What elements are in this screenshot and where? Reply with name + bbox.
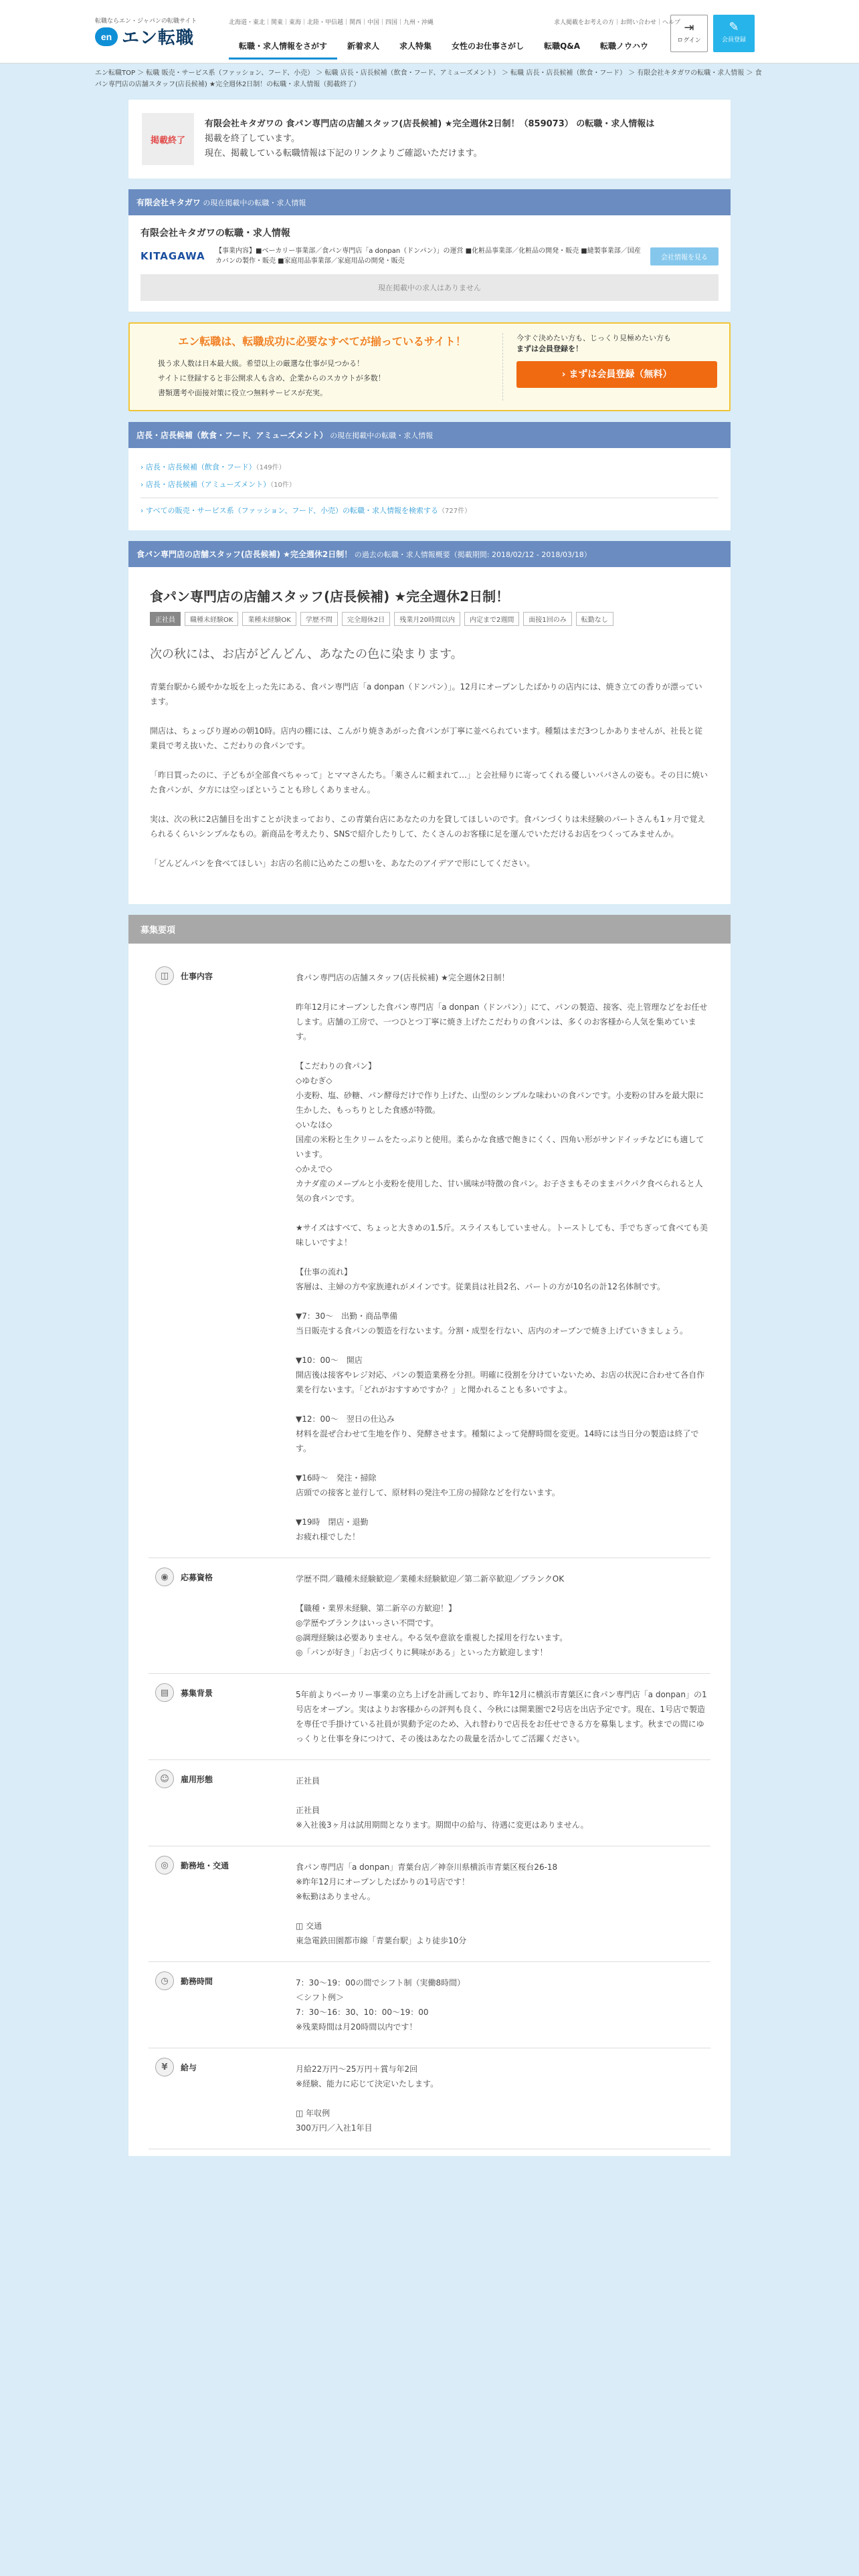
row-label: 募集背景 [181,1689,213,1698]
requirement-row [149,1558,710,1674]
register-free-button[interactable]: › まずは会員登録（無料） [516,361,717,388]
location-icon: ◎ [155,1856,174,1874]
tag: 内定まで2週間 [464,612,519,626]
row-value: 月給22万円〜25万円＋賞与年2回 ※経験、能力に応じて決定いたします。 ◫ 年収例 300万円／入社1年目 [296,2064,439,2133]
logo-text: エン転職 [122,28,195,48]
row-value: 7：30〜19：00の間でシフト制（実働8時間） ＜シフト例＞ 7：30〜16：30、10：00〜19：00 ※残業時間は月20時間以内です！ [296,1978,466,2032]
register-label: 会員登録 [721,37,746,43]
category-count: （10件） [270,481,296,489]
row-label: 仕事内容 [181,972,213,981]
company-info-button[interactable]: 会社情報を見る [650,247,719,265]
yen-icon: ¥ [155,2058,174,2076]
register-button[interactable] [713,15,755,52]
row-value: 学歴不問／職種未経験歓迎／業種未経験歓迎／第二新卒歓迎／ブランクOK 【職種・業界未経験、第二新卒の方歓迎！】 ◎学歴やブランクはいっさい不問です。 ◎調理経験は必要ありません。やる気や意欲を重視した採用を行ないます。 ◎「パンが好き」「お店づくりに興味がある」といった方歓迎します！ [296,1574,568,1657]
document-icon: ▤ [155,1683,174,1702]
category-link-all-label: › すべての販売・サービス系（ファッション、フード、小売）の転職・求人情報を検索する [140,506,439,515]
logo-mark: en [95,27,118,46]
job-section [128,541,731,904]
login-button[interactable] [670,15,708,52]
global-nav [229,40,658,60]
ended-notice [128,100,731,179]
company-business: 【事業内容】■ベーカリー事業部／食パン専門店「a donpan（ドンパン）」の運営 ■化粧品事業部／化粧品の開発・販売 ■縫製事業部／国産カバンの製作・販売 ■家庭用品事業部／家庭用品の開発・販売 [215,247,641,265]
ended-line-3: 現在、掲載している転職情報は下記のリンクよりご確認いただけます。 [205,148,482,158]
requirement-row [149,1674,710,1760]
job-bar [128,541,731,567]
category-bar-suffix: の現在掲載中の転職・求人情報 [327,431,434,440]
nav-knowhow[interactable]: 転職ノウハウ [600,41,649,51]
job-bar-name: 食パン専門店の店舗スタッフ(店長候補) ★完全週休2日制！ [136,550,353,559]
tag: 正社員 [150,612,181,626]
row-label: 給与 [181,2063,197,2072]
ended-line-2: 掲載を終了しています。 [205,134,300,144]
requirement-row [149,1962,710,2048]
row-label: 雇用形態 [181,1775,213,1784]
promo-item: 書類選考や面接対策に役立つ無料サービスが充実。 [158,389,327,397]
breadcrumb[interactable]: エン転職TOP ＞ 転職 販売・サービス系（ファッション、フード、小売） ＞ 転職 店長・店長候補（飲食・フード、アミューズメント） ＞ 転職 店長・店長候補（飲食・フード） ＞ 有限会社キタガワの転職・求人情報 ＞ 食パン専門店の店舗スタッフ(店長候補) ★完全週休2日制！の転職・求人情報（掲載終了） [95,70,762,88]
ended-line-1: 有限会社キタガワの 食パン専門店の店舗スタッフ(店長候補) ★完全週休2日制！（859073） の転職・求人情報は [205,119,655,129]
job-lead: 次の秋には、お店がどんどん、あなたの色に染まります。 [150,647,463,661]
briefcase-icon: ◫ [155,966,174,985]
job-paragraph: 実は、次の秋に2店舗目を出すことが決まっており、この青葉台店にあなたの力を貸してほしいのです。食パンづくりは未経験のパートさんも1ヶ月で覚えられるくらいシンプルなもの。新商品を考えたり、SNSで紹介したりして、たくさんのお客様に足を運んでいただけるお店をつくってみませんか。 [150,815,706,839]
header-links[interactable]: 求人掲載をお考えの方｜お問い合わせ｜ヘルプ [554,19,681,26]
row-label: 勤務地・交通 [181,1861,229,1870]
tag: 残業月20時間以内 [394,612,460,626]
category-link-amusement-label: › 店長・店長候補（アミューズメント） [140,480,271,489]
login-label: ログイン [677,37,701,44]
nav-features[interactable]: 求人特集 [399,41,432,51]
nav-new-jobs[interactable]: 新着求人 [347,41,380,51]
row-value: 食パン専門店「a donpan」青葉台店／神奈川県横浜市青葉区桜台26-18 ※昨年12月にオープンしたばかりの1号店です！ ※転勤はありません。 ◫ 交通 東急電鉄田園都市線「青葉台駅」より徒歩10分 [296,1862,558,1945]
area-links[interactable]: 北海道・東北｜関東｜東海｜北陸・甲信越｜関西｜中国｜四国｜九州・沖縄 [229,19,434,26]
category-link-food-label: › 店長・店長候補（飲食・フード） [140,463,256,471]
job-bar-suffix: の過去の転職・求人情報概要（掲載期間: 2018/02/12 - 2018/03/18） [352,550,591,559]
login-icon: ⇥ [684,21,694,35]
job-paragraph: 青葉台駅から緩やかな坂を上った先にある、食パン専門店「a donpan（ドンパン）」。12月にオープンしたばかりの店内には、焼き立ての香りが漂っています。 [150,682,702,706]
row-label: 応募資格 [181,1573,213,1582]
nav-women-jobs[interactable]: 女性のお仕事さがし [452,41,524,51]
company-section [128,189,731,312]
tag: 学歴不問 [300,612,338,626]
job-title: 食パン専門店の店舗スタッフ(店長候補) ★完全週休2日制！ [150,588,510,605]
requirement-row [149,1846,710,1962]
ended-badge: 掲載終了 [142,113,194,165]
tag: 転勤なし [576,612,613,626]
requirement-row [149,1760,710,1846]
nav-qa[interactable]: 転職Q&A [544,41,581,51]
promo-right-bold: まずは会員登録を！ [516,344,583,353]
company-logo: KITAGAWA [140,250,205,262]
job-paragraph: 「どんどんパンを食べてほしい」お店の名前に込めたこの想いを、あなたのアイデアで形にしてください。 [150,859,535,868]
employment-icon: ☺ [155,1769,174,1788]
row-value: 5年前よりベーカリー事業の立ち上げを計画しており、昨年12月に横浜市青葉区に食パン専門店「a donpan」の1号店をオープン。実はよりお客様からの評判も良く、今秋には開業圏で2号店を出店予定です。現在、1号店で製造を専任で手掛けている社員が異動予定のため、入れ替わりで店長をお任せできる方を募集します。秋までの間にゆっくりと仕事を身につけて、その後はあなたの裁量を活かしてご活躍ください。 [296,1690,707,1743]
requirements-section [128,915,731,2156]
promo-item: サイトに登録すると非公開求人も含め、企業からのスカウトが多数！ [158,374,385,383]
row-value: 食パン専門店の店舗スタッフ(店長候補) ★完全週休2日制！ 昨年12月にオープンした食パン専門店「a donpan（ドンパン）」にて、パンの製造、接客、売上管理などをお任せします。店舗の工房で、一つひとつ丁寧に焼き上げたこだわりの食パンは、多くのお客様から人気を集めています。 【こだわりの食パン】 ◇ゆむぎ◇ 小麦粉、塩、砂糖、パン酵母だけで作り上げた、山型のシンプルな味わいの食パンです。小麦粉の甘みを最大限に生かした、もっちりとした食感が特徴。 ◇いなほ◇ 国産の米粉と生クリームをたっぷりと使用。柔らかな食感で飽きにくく、四角い形がサンドイッチなどにも適しています。 ◇かえで◇ カナダ産のメープルと小麦粉を使用した、甘い風味が特徴の食パン。お子さまもそのままパクパク食べられると人気の食パンです。 ★サイズはすべて、ちょっと大きめの1.5斤。スライスもしていません。トーストしても、手でちぎって食べても美味しいですよ！ 【仕事の流れ】 客層は、主婦の方や家族連れがメインです。従業員は社員2名、パートの方が10名の計12名体制です。 ▼7：30〜 出勤・商品準備 当日販売する食パンの製造を行ないます。分割・成型を行ない、店内のオーブンで焼き上げていきましょう。 ▼10：00〜 開店 開店後は接客やレジ対応、パンの製造業務を分担。明確に役割を分けていないため、お店の状況に合わせて各自作業を行ないます。「どれがおすすめですか？」と聞かれることも多いですよ。 ▼12：00〜 翌日の仕込み 材料を混ぜ合わせて生地を作り、発酵させます。種類によって発酵時間を変更。14時には当日分の製造は終了です。 ▼16時〜 発注・掃除 店頭での接客と並行して、原材料の発注や工房の掃除などを行ないます。 ▼19時 閉店・退勤 お疲れ様でした！ [296,973,708,1541]
nav-search-jobs[interactable]: 転職・求人情報をさがす [229,40,337,60]
promo-banner [128,322,731,411]
tagline: 転職ならエン・ジャパンの転職サイト [95,18,197,25]
company-bar-name: 有限会社キタガワ [136,198,201,207]
company-bar-suffix: の現在掲載中の転職・求人情報 [200,199,306,207]
promo-right-text: 今すぐ決めたい方も、じっくり見極めたい方も [516,334,671,342]
row-label: 勤務時間 [181,1977,213,1986]
job-tags [150,612,709,626]
category-link-food[interactable] [140,459,719,476]
tag: 完全週休2日 [342,612,390,626]
site-logo[interactable] [95,24,194,49]
category-bar [128,422,731,448]
job-paragraph: 開店は、ちょっぴり遅めの朝10時。店内の棚には、こんがり焼きあがった食パンが丁寧に並べられています。種類はまだ3つしかありませんが、社長と従業員で考え抜いた、こだわりの食パンです。 [150,726,702,750]
site-header [0,0,859,64]
category-bar-name: 店長・店長候補（飲食・フード、アミューズメント） [136,431,328,440]
category-link-amusement[interactable] [140,476,719,494]
requirement-row [149,957,710,1558]
tag: 面接1回のみ [523,612,571,626]
requirement-row [149,2048,710,2149]
row-value: 正社員 正社員 ※入社後3ヶ月は試用期間となります。期間中の給与、待遇に変更はありません。 [296,1776,589,1830]
promo-item: 扱う求人数は日本最大級。希望以上の厳選な仕事が見つかる！ [158,359,364,368]
requirements-header: 募集要項 [128,915,731,944]
pencil-icon: ✎ [729,20,739,34]
company-bar [128,189,731,215]
no-jobs-message: 現在掲載中の求人はありません [140,274,719,301]
category-link-all[interactable] [140,502,719,520]
company-title: 有限会社キタガワの転職・求人情報 [140,228,290,239]
category-count: （149件） [256,464,286,471]
promo-title: エン転職は、転職成功に必要なすべてが揃っているサイト！ [178,335,466,348]
tag: 業種未経験OK [242,612,296,626]
clock-icon: ◷ [155,1971,174,1990]
category-count: （727件） [438,508,472,515]
tag: 職種未経験OK [185,612,238,626]
person-icon: ◉ [155,1568,174,1586]
category-section [128,422,731,530]
job-paragraph: 「昨日買ったのに、子どもが全部食べちゃって」とママさんたち。「薬さんに頼まれて…」と会社帰りに寄ってくれる優しいパパさんの姿も。その日に焼いた食パンが、夕方には空っぽということも珍しくありません。 [150,770,708,794]
